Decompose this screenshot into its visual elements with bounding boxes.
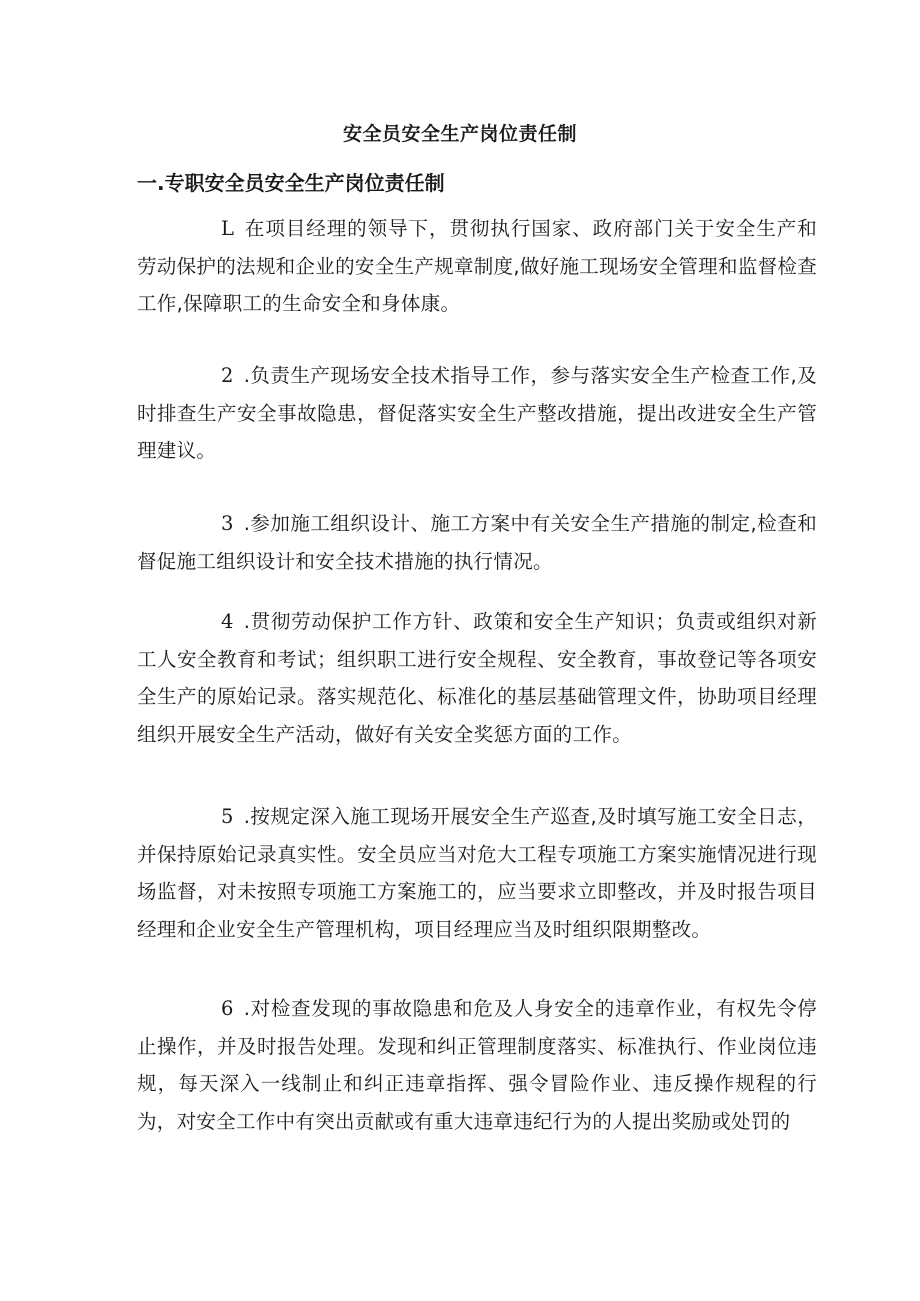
paragraph-text: .负责生产现场安全技术指导工作，参与落实安全生产检查工作,及时排查生产安全事故隐患，督促落实安全生产整改措施，提出改进安全生产管理建议。 xyxy=(137,364,817,462)
paragraph-number: 3 xyxy=(221,512,234,535)
paragraph-text: .对检查发现的事故隐患和危及人身安全的违章作业，有权先令停止操作，并及时报告处理。发现和纠正管理制度落实、标准执行、作业岗位违规，每天深入一线制止和纠正违章指挥、强令冒险作业、违反操作规程的行为，对安全工作中有突出贡献或有重大违章违纪行为的人提出奖励或处罚的 xyxy=(137,997,817,1133)
paragraph-number: 4 xyxy=(221,610,234,633)
paragraph-text: .按规定深入施工现场开展安全生产巡查,及时填写施工安全日志，并保持原始记录真实性。安全员应当对危大工程专项施工方案实施情况进行现场监督，对未按照专项施工方案施工的，应当要求立即整改，并及时报告项目经理和企业安全生产管理机构，项目经理应当及时组织限期整改。 xyxy=(137,805,817,941)
paragraph-6 xyxy=(137,990,817,1140)
paragraph-3 xyxy=(137,505,817,580)
paragraph-4 xyxy=(137,603,817,753)
paragraph-number: L xyxy=(221,217,235,240)
paragraph-1 xyxy=(137,210,817,323)
paragraph-number: 5 xyxy=(221,805,234,828)
paragraph-text: .贯彻劳动保护工作方针、政策和安全生产知识；负责或组织对新工人安全教育和考试；组织职工进行安全规程、安全教育，事故登记等各项安全生产的原始记录。落实规范化、标准化的基层基础管理文件，协助项目经理组织开展安全生产活动，做好有关安全奖惩方面的工作。 xyxy=(137,610,817,746)
paragraph-5 xyxy=(137,798,817,948)
paragraph-2 xyxy=(137,357,817,470)
paragraph-text: 在项目经理的领导下，贯彻执行国家、政府部门关于安全生产和劳动保护的法规和企业的安全生产规章制度,做好施工现场安全管理和监督检查工作,保障职工的生命安全和身体康。 xyxy=(137,217,817,315)
section-heading: 一.专职安全员安全生产岗位责任制 xyxy=(137,171,445,195)
document-title: 安全员安全生产岗位责任制 xyxy=(342,123,577,145)
paragraph-number: 6 xyxy=(221,997,234,1020)
paragraph-text: .参加施工组织设计、施工方案中有关安全生产措施的制定,检查和督促施工组织设计和安全技术措施的执行情况。 xyxy=(137,512,817,573)
paragraph-number: 2 xyxy=(221,364,234,387)
